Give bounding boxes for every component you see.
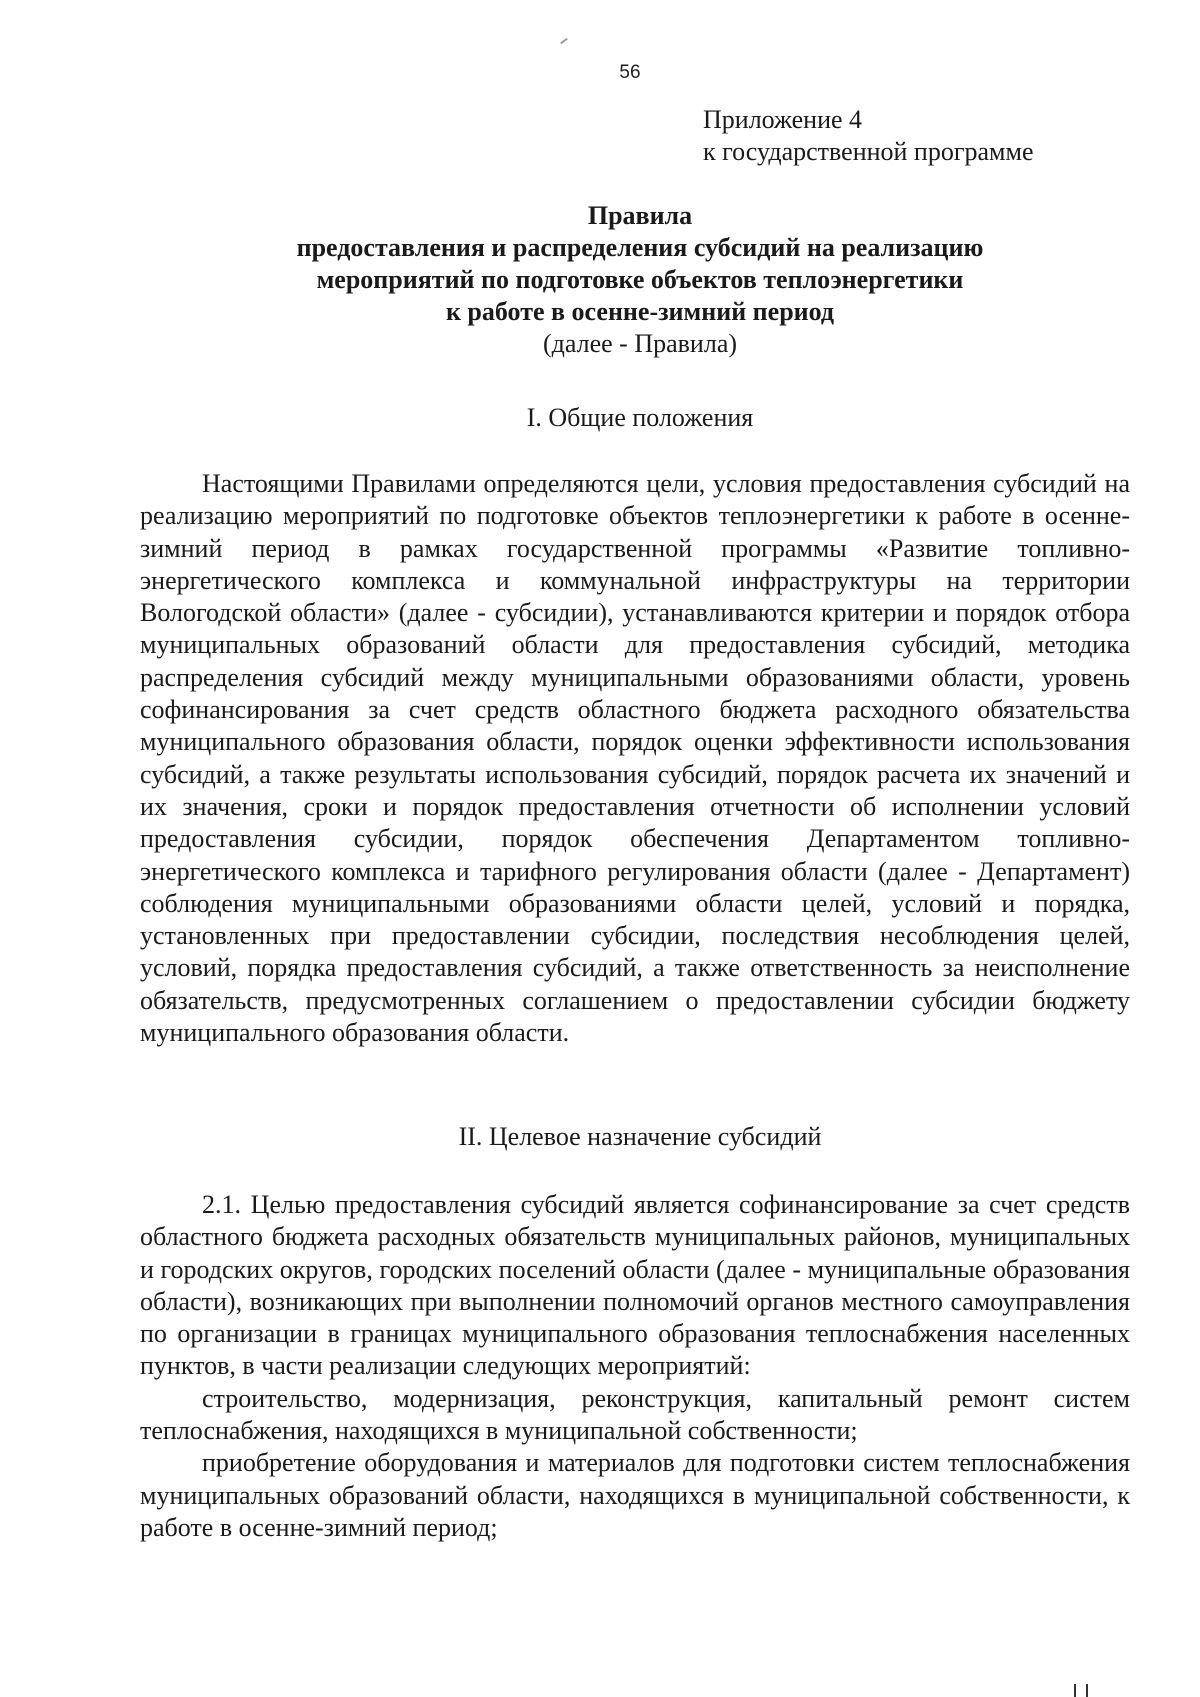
title-subtitle: (далее - Правила)	[542, 329, 738, 358]
title-line-4: к работе в осенне-зимний период	[445, 297, 835, 326]
section-1-heading: I. Общие положения	[526, 403, 754, 432]
appendix-line-1: Приложение 4	[703, 105, 863, 134]
section-1-body	[140, 468, 1130, 1049]
section-1-paragraph: Настоящими Правилами определяются цели, условия предоставления субсидий на реализацию мероприятий по подготовке объектов теплоэнергетики к работе в осенне-зимний период в рамках государственной программы «Развитие топливно-энергетического комплекса и коммунальной инфраструктуры на территории Вологодской области» (далее - субсидии), устанавливаются критерии и порядок отбора муниципальных образований области для предоставления субсидий, методика распределения субсидий между муниципальными образованиями области, уровень софинансирования за счет средств областного бюджета расходного обязательства муниципального образования области, порядок оценки эффективности использования субсидий, а также результаты использования субсидий, порядок расчета их значений и их значения, сроки и порядок предоставления отчетности об исполнении условий предоставления субсидии, порядок обеспечения Департаментом топливно-энергетического комплекса и тарифного регулирования области (далее - Департамент) соблюдения муниципальными образованиями области целей, условий и порядка, установленных при предоставлении субсидии, последствия несоблюдения целей, условий, порядка предоставления субсидий, а также ответственность за неисполнение обязательств, предусмотренных соглашением о предоставлении субсидии бюджету муниципального образования области.	[140, 469, 1130, 1048]
document-title	[140, 200, 1140, 360]
section-2-paragraph-1: 2.1. Целью предоставления субсидий является софинансирование за счет средств областного бюджета расходных обязательств муниципальных районов, муниципальных и городских округов, городских поселений области (далее - муниципальные образования области), возникающих при выполнении полномочий органов местного самоуправления по организации в границах муниципального образования теплоснабжения населенных пунктов, в части реализации следующих мероприятий:	[140, 1190, 1130, 1381]
section-2-heading: II. Целевое назначение субсидий	[458, 1122, 822, 1151]
section-2-paragraph-3: приобретение оборудования и материалов для подготовки систем теплоснабжения муниципальных образований области, находящихся в муниципальной собственности, к работе в осенне-зимний период;	[140, 1448, 1130, 1542]
page-number: 56	[619, 62, 641, 83]
title-line-2: предоставления и распределения субсидий на реализацию	[296, 233, 984, 262]
section-2-paragraph-2: строительство, модернизация, реконструкция, капитальный ремонт систем теплоснабжения, находящихся в муниципальной собственности;	[140, 1383, 1130, 1446]
scan-corner-artifact	[1072, 1684, 1096, 1697]
appendix-reference	[703, 104, 1034, 168]
title-line-1: Правила	[587, 201, 693, 230]
appendix-line-2: к государственной программе	[703, 137, 1034, 166]
section-2-body	[140, 1189, 1130, 1544]
title-line-3: мероприятий по подготовке объектов теплоэнергетики	[316, 265, 964, 294]
scan-artifact	[560, 38, 568, 44]
